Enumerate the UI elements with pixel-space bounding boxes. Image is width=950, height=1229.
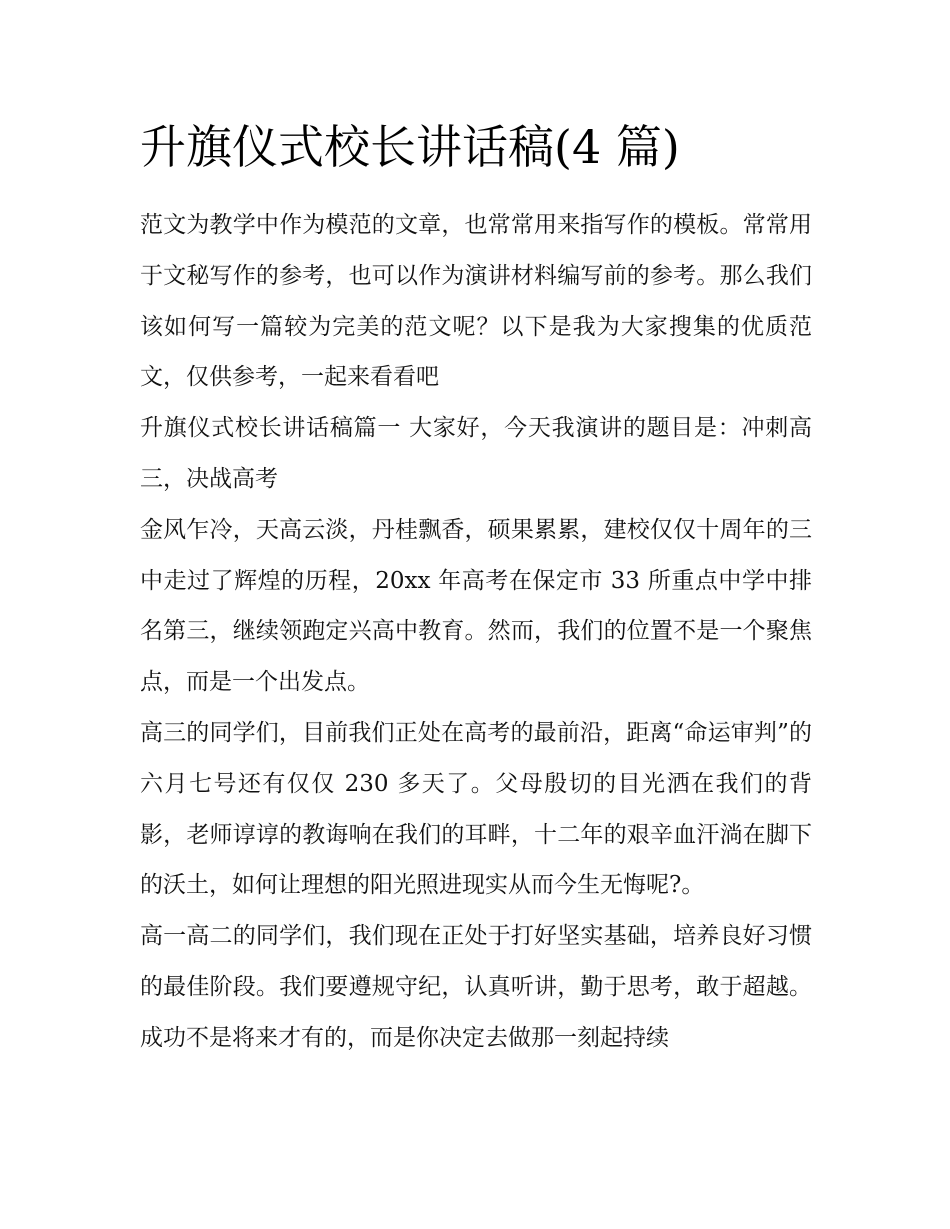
paragraph-school-history: 金风乍冷，天高云淡，丹桂飘香，硕果累累，建校仅仅十周年的三中走过了辉煌的历程，20xx 年高考在保定市 33 所重点中学中排名第三，继续领跑定兴高中教育。然而，我们的位置不是一个聚焦点，而是一个出发点。: [140, 516, 812, 696]
paragraph-intro: 范文为教学中作为模范的文章，也常常用来指写作的模板。常常用于文秘写作的参考，也可以作为演讲材料编写前的参考。那么我们该如何写一篇较为完美的范文呢？以下是我为大家搜集的优质范文，仅供参考，一起来看看吧: [140, 212, 812, 391]
paragraph-junior-students: 高一高二的同学们，我们现在正处于打好坚实基础，培养良好习惯的最佳阶段。我们要遵规守纪，认真听讲，勤于思考，敢于超越。成功不是将来才有的，而是你决定去做那一刻起持续: [140, 923, 812, 1051]
paragraph-speech-heading: 升旗仪式校长讲话稿篇一 大家好，今天我演讲的题目是：冲刺高三，决战高考: [140, 415, 812, 492]
document-title: 升旗仪式校长讲话稿(4 篇): [140, 120, 680, 174]
document-content: [140, 112, 812, 1064]
paragraph-senior-students: 高三的同学们，目前我们正处在高考的最前沿，距离“命运审判”的六月七号还有仅仅 230 多天了。父母殷切的目光洒在我们的背影，老师谆谆的教诲响在我们的耳畔，十二年的艰辛血汗淌在脚下的沃土，如何让理想的阳光照进现实从而今生无悔呢?。: [140, 719, 812, 899]
